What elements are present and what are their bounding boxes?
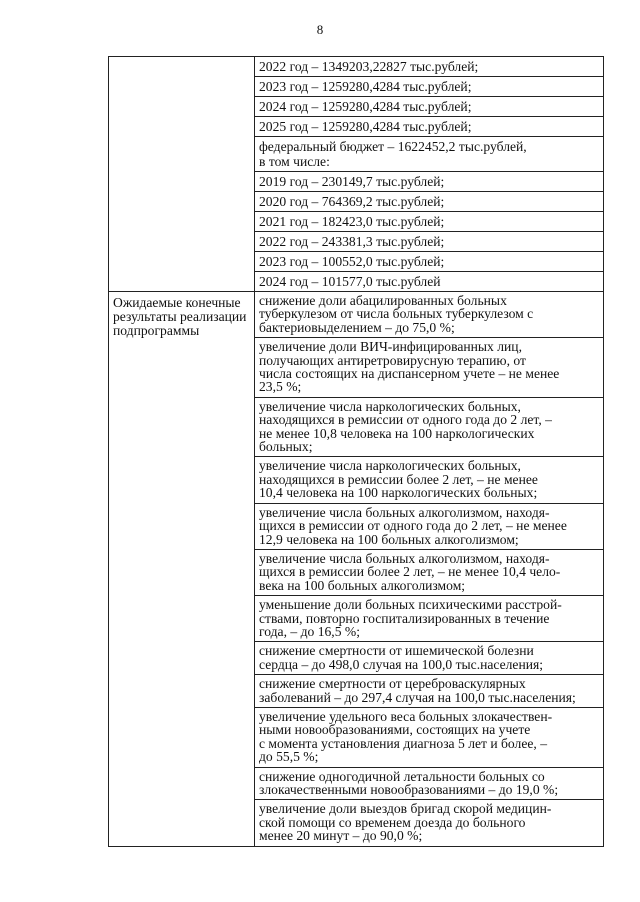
- financing-entry: 2025 год – 1259280,4284 тыс.рублей;: [255, 117, 603, 137]
- financing-entry: 2023 год – 100552,0 тыс.рублей;: [255, 252, 603, 272]
- financing-entry: 2023 год – 1259280,4284 тыс.рублей;: [255, 77, 603, 97]
- financing-entry: федеральный бюджет – 1622452,2 тыс.рублей, в том числе:: [255, 137, 603, 172]
- subprogram-passport-table: [108, 56, 604, 847]
- financing-entry: 2019 год – 230149,7 тыс.рублей;: [255, 172, 603, 192]
- financing-entry: 2022 год – 243381,3 тыс.рублей;: [255, 232, 603, 252]
- result-entry: увеличение удельного веса больных злокачествен- ными новообразованиями, состоящих на учете с момента установления диагноза 5 лет и более, – до 55,5 %;: [255, 708, 603, 768]
- result-entry: снижение одногодичной летальности больных со злокачественными новообразованиями – до 19,0 %;: [255, 768, 603, 801]
- financing-values-cell: [255, 57, 604, 292]
- result-entry: увеличение числа наркологических больных, находящихся в ремиссии от одного года до 2 лет, – не менее 10,8 человека на 100 наркологических больных;: [255, 398, 603, 458]
- page-number: 8: [316, 22, 324, 37]
- result-entry: увеличение числа больных алкоголизмом, находя- щихся в ремиссии от одного года до 2 лет, – не менее 12,9 человека на 100 больных алкоголизмом;: [255, 504, 603, 550]
- expected-results-label-cell: [109, 292, 255, 847]
- result-entry: увеличение доли ВИЧ-инфицированных лиц, получающих антиретровирусную терапию, от числа состоящих на диспансерном учете – не менее 23,5 %;: [255, 338, 603, 398]
- financing-entry: 2024 год – 101577,0 тыс.рублей: [259, 274, 441, 289]
- result-entry: увеличение числа наркологических больных, находящихся в ремиссии более 2 лет, – не менее 10,4 человека на 100 наркологических больных;: [255, 457, 603, 503]
- financing-label: [109, 57, 254, 61]
- result-entry: увеличение доли выездов бригад скорой медицин- ской помощи со временем доезда до больного менее 20 минут – до 90,0 %;: [259, 801, 552, 844]
- result-entry: уменьшение доли больных психическими расстрой- ствами, повторно госпитализированных в течение года, – до 16,5 %;: [255, 596, 603, 642]
- financing-label-cell: [109, 57, 255, 292]
- financing-entry: 2024 год – 1259280,4284 тыс.рублей;: [255, 97, 603, 117]
- result-entry: увеличение числа больных алкоголизмом, находя- щихся в ремиссии более 2 лет, – не менее 10,4 чело- века на 100 больных алкоголизмом;: [255, 550, 603, 596]
- expected-results-values-cell: [255, 292, 604, 847]
- result-entry: снижение доли абацилированных больных туберкулезом от числа больных туберкулезом с бактериовыделением – до 75,0 %;: [255, 292, 603, 338]
- expected-results-label: Ожидаемые конечные результаты реализации подпрограммы: [113, 295, 247, 338]
- financing-row: [109, 57, 604, 292]
- financing-entry: 2022 год – 1349203,22827 тыс.рублей;: [255, 57, 603, 77]
- result-entry: снижение смертности от ишемической болезни сердца – до 498,0 случая на 100,0 тыс.населения;: [255, 642, 603, 675]
- financing-entry: 2020 год – 764369,2 тыс.рублей;: [255, 192, 603, 212]
- result-entry: снижение смертности от цереброваскулярных заболеваний – до 297,4 случая на 100,0 тыс.населения;: [255, 675, 603, 708]
- financing-entry: 2021 год – 182423,0 тыс.рублей;: [255, 212, 603, 232]
- expected-results-row: [109, 292, 604, 847]
